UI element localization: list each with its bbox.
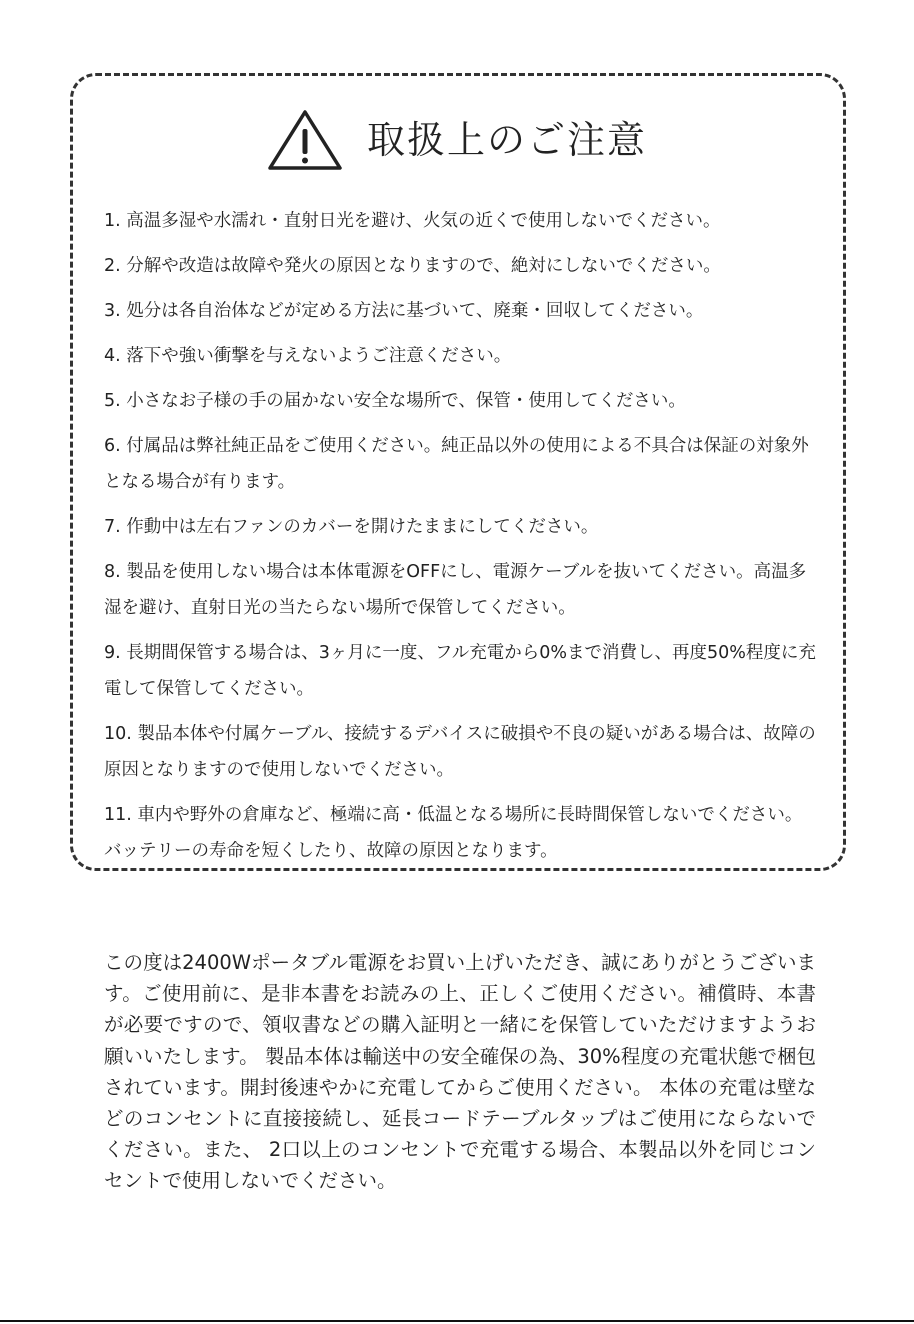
intro-paragraph: この度は2400Wポータブル電源をお買い上げいただき、誠にありがとうございます。ご使用前に、是非本書をお読みの上、正しくご使用ください。補償時、本書が必要ですので、領収書などの購入証明と一緒にを保管していただけますようお願いいたします。 製品本体は輸送中の安全確保の為、30%程度の充電状態で梱包されています。開封後速やかに充電してからご使用ください。 本体の充電は壁などのコンセントに直接接続し、延長コードテーブルタップはご使用にならないでください。また、 2口以上のコンセントで充電する場合、本製品以外を同じコンセントで使用しないでください。 [104,951,816,1193]
caution-item: 3. 処分は各自治体などが定める方法に基づいて、廃棄・回収してください。 [104,301,704,321]
caution-item: 11. 車内や野外の倉庫など、極端に高・低温となる場所に長時間保管しないでください。バッテリーの寿命を短くしたり、故障の原因となります。 [104,805,803,861]
bottom-divider [0,1320,914,1322]
caution-item: 6. 付属品は弊社純正品をご使用ください。純正品以外の使用による不具合は保証の対象外となる場合が有ります。 [104,436,809,492]
caution-item: 9. 長期間保管する場合は、3ヶ月に一度、フル充電から0%まで消費し、再度50%程度に充電して保管してください。 [104,643,816,699]
caution-item: 4. 落下や強い衝撃を与えないようご注意ください。 [104,346,512,366]
caution-item: 1. 高温多湿や水濡れ・直射日光を避け、火気の近くで使用しないでください。 [104,211,721,231]
caution-item: 10. 製品本体や付属ケーブル、接続するデバイスに破損や不良の疑いがある場合は、故障の原因となりますので使用しないでください。 [104,724,816,780]
warning-triangle-icon [267,109,343,171]
caution-item: 8. 製品を使用しない場合は本体電源をOFFにし、電源ケーブルを抜いてください。高温多湿を避け、直射日光の当たらない場所で保管してください。 [104,562,807,618]
caution-item: 7. 作動中は左右ファンのカバーを開けたままにしてください。 [104,517,599,537]
caution-item: 2. 分解や改造は故障や発火の原因となりますので、絶対にしないでください。 [104,256,721,276]
page-title: 取扱上のご注意 [366,118,647,162]
caution-item: 5. 小さなお子様の手の届かない安全な場所で、保管・使用してください。 [104,391,686,411]
caution-list [104,203,816,878]
caution-heading [0,108,914,172]
